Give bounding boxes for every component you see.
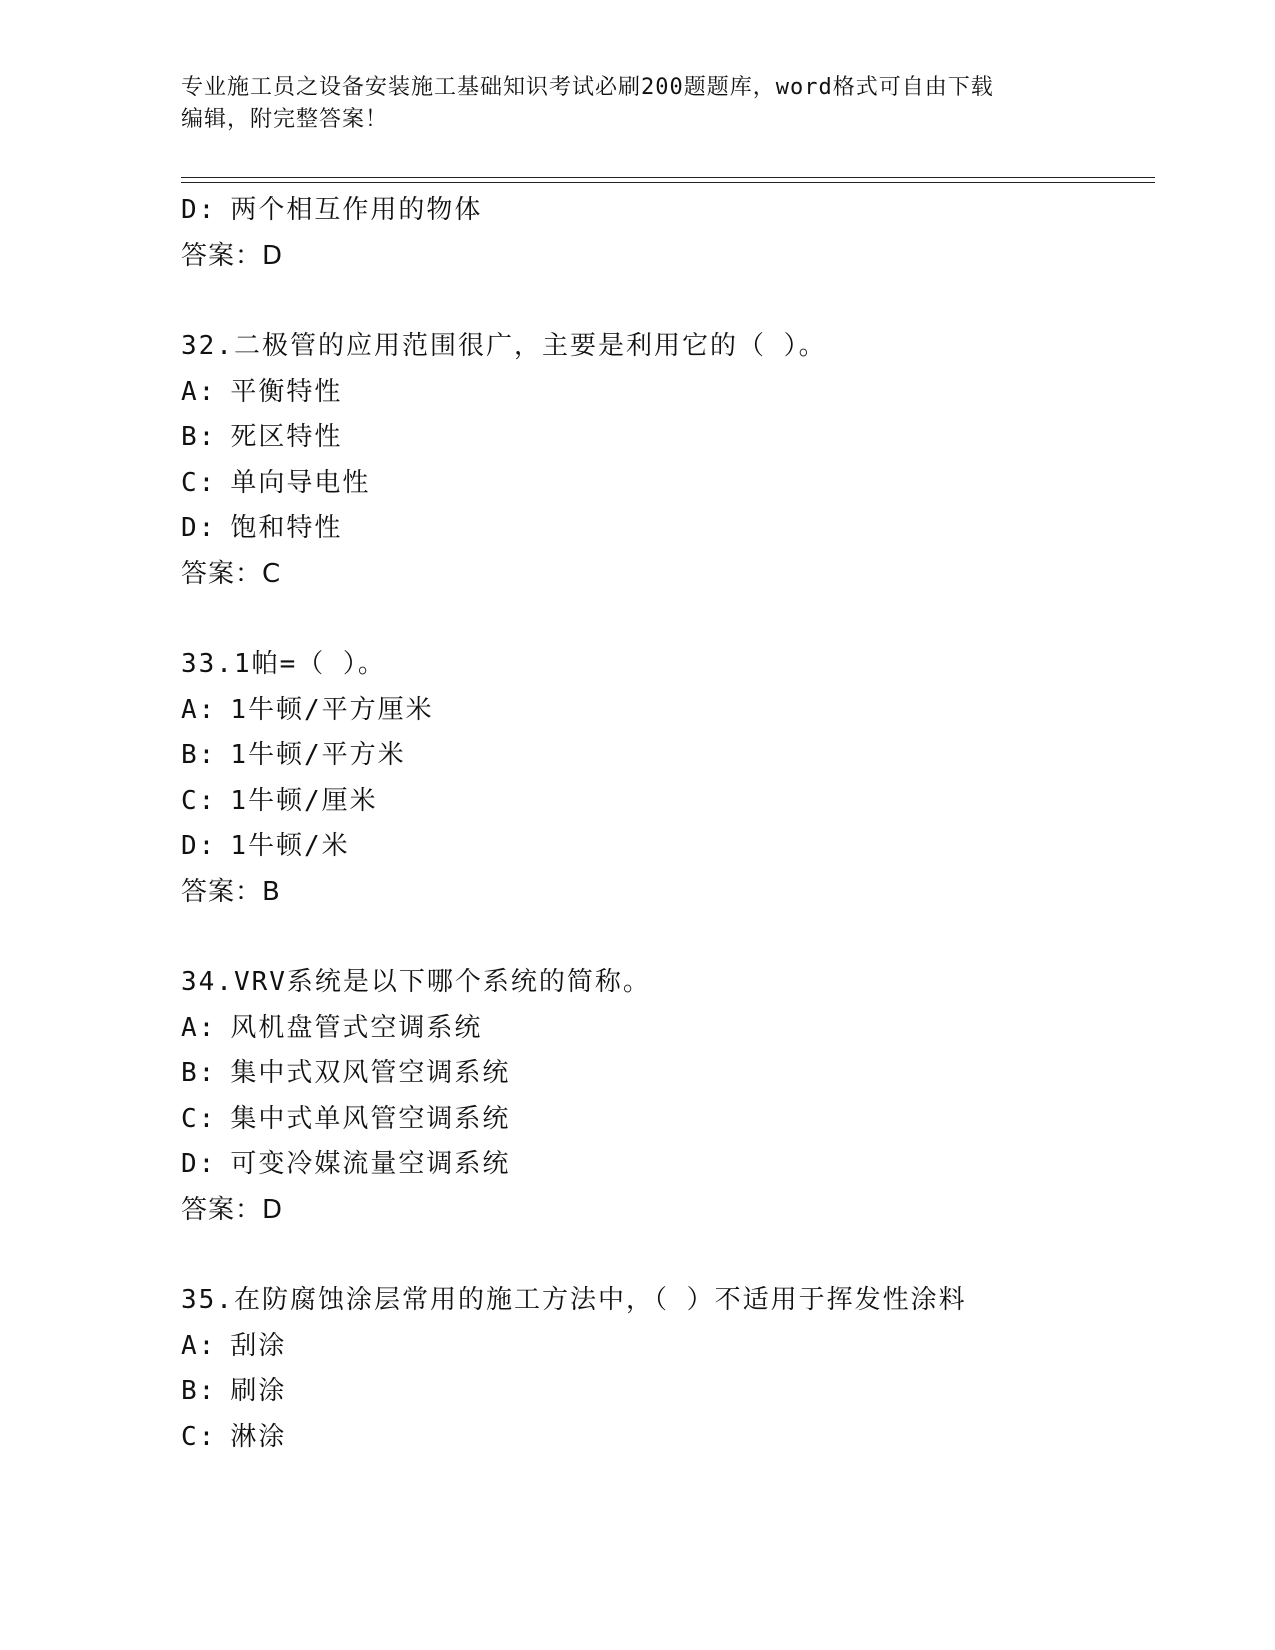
option-d <box>181 506 1155 552</box>
question-number: 32. <box>181 331 234 361</box>
option-label: C: <box>181 467 217 498</box>
option-text: 集中式单风管空调系统 <box>230 1103 511 1134</box>
option-label: B: <box>181 422 217 452</box>
question-fragment-31 <box>181 188 1155 279</box>
option-c <box>181 461 1155 507</box>
question-list <box>181 188 1155 1505</box>
option-text: 两个相互作用的物体 <box>230 195 483 225</box>
header-title-line-2: 编辑，附完整答案！ <box>181 107 389 132</box>
option-text: 1牛顿/平方米 <box>230 740 406 770</box>
question-number: 33. <box>181 649 234 679</box>
option-d <box>181 1142 1155 1188</box>
option-text: 单向导电性 <box>230 467 371 498</box>
option-text: 集中式双风管空调系统 <box>230 1058 511 1088</box>
option-b <box>181 733 1155 779</box>
option-d <box>181 824 1155 870</box>
option-b <box>181 415 1155 461</box>
option-label: A: <box>181 376 217 407</box>
option-label: D: <box>181 1149 217 1179</box>
option-label: C: <box>181 785 217 816</box>
option-text: 1牛顿/米 <box>230 831 350 861</box>
question-34 <box>181 960 1155 1233</box>
question-35 <box>181 1278 1155 1460</box>
answer-line: 答案：D <box>181 240 284 271</box>
option-c <box>181 1415 1155 1461</box>
document-header <box>181 72 1061 136</box>
option-label: D: <box>181 195 217 225</box>
header-divider-top <box>181 177 1155 178</box>
option-text: 平衡特性 <box>230 376 343 407</box>
option-label: B: <box>181 1376 217 1406</box>
option-b <box>181 1369 1155 1415</box>
option-b <box>181 1051 1155 1097</box>
question-text: 1帕=（ ）。 <box>233 649 386 679</box>
question-stem <box>181 1278 1155 1324</box>
option-label: A: <box>181 1012 217 1043</box>
question-stem <box>181 642 1155 688</box>
option-a <box>181 1006 1155 1052</box>
option-a <box>181 688 1155 734</box>
question-32 <box>181 324 1155 597</box>
option-label: B: <box>181 1058 217 1088</box>
option-text: 饱和特性 <box>230 513 343 543</box>
question-stem <box>181 324 1155 370</box>
option-label: D: <box>181 513 217 543</box>
option-text: 可变冷媒流量空调系统 <box>230 1149 511 1179</box>
option-text: 1牛顿/平方厘米 <box>230 694 434 725</box>
option-label: A: <box>181 1330 217 1361</box>
question-number: 34. <box>181 967 234 997</box>
option-text: 风机盘管式空调系统 <box>230 1012 483 1043</box>
question-number: 35. <box>181 1285 234 1315</box>
answer-line: 答案：B <box>181 876 281 907</box>
option-label: A: <box>181 694 217 725</box>
option-label: B: <box>181 740 217 770</box>
option-a <box>181 370 1155 416</box>
option-label: C: <box>181 1103 217 1134</box>
option-text: 刮涂 <box>230 1330 287 1361</box>
question-text: 二极管的应用范围很广，主要是利用它的（ ）。 <box>233 331 827 361</box>
option-text: 死区特性 <box>230 422 343 452</box>
option-label: D: <box>181 831 217 861</box>
option-c <box>181 779 1155 825</box>
option-c <box>181 1097 1155 1143</box>
option-label: C: <box>181 1421 217 1452</box>
option-a <box>181 1324 1155 1370</box>
option-text: 1牛顿/厘米 <box>230 785 378 816</box>
header-divider-bottom <box>181 182 1155 183</box>
question-text: VRV系统是以下哪个系统的简称。 <box>233 967 651 997</box>
option-text: 刷涂 <box>230 1376 287 1406</box>
answer-line: 答案：D <box>181 1194 284 1225</box>
question-33 <box>181 642 1155 915</box>
question-stem <box>181 960 1155 1006</box>
question-text: 在防腐蚀涂层常用的施工方法中，（ ）不适用于挥发性涂料 <box>233 1285 967 1315</box>
option-text: 淋涂 <box>230 1421 287 1452</box>
option-d <box>181 188 1155 234</box>
answer-line: 答案：C <box>181 558 282 589</box>
header-title-line-1: 专业施工员之设备安装施工基础知识考试必刷200题题库，word格式可自由下载 <box>181 75 994 100</box>
